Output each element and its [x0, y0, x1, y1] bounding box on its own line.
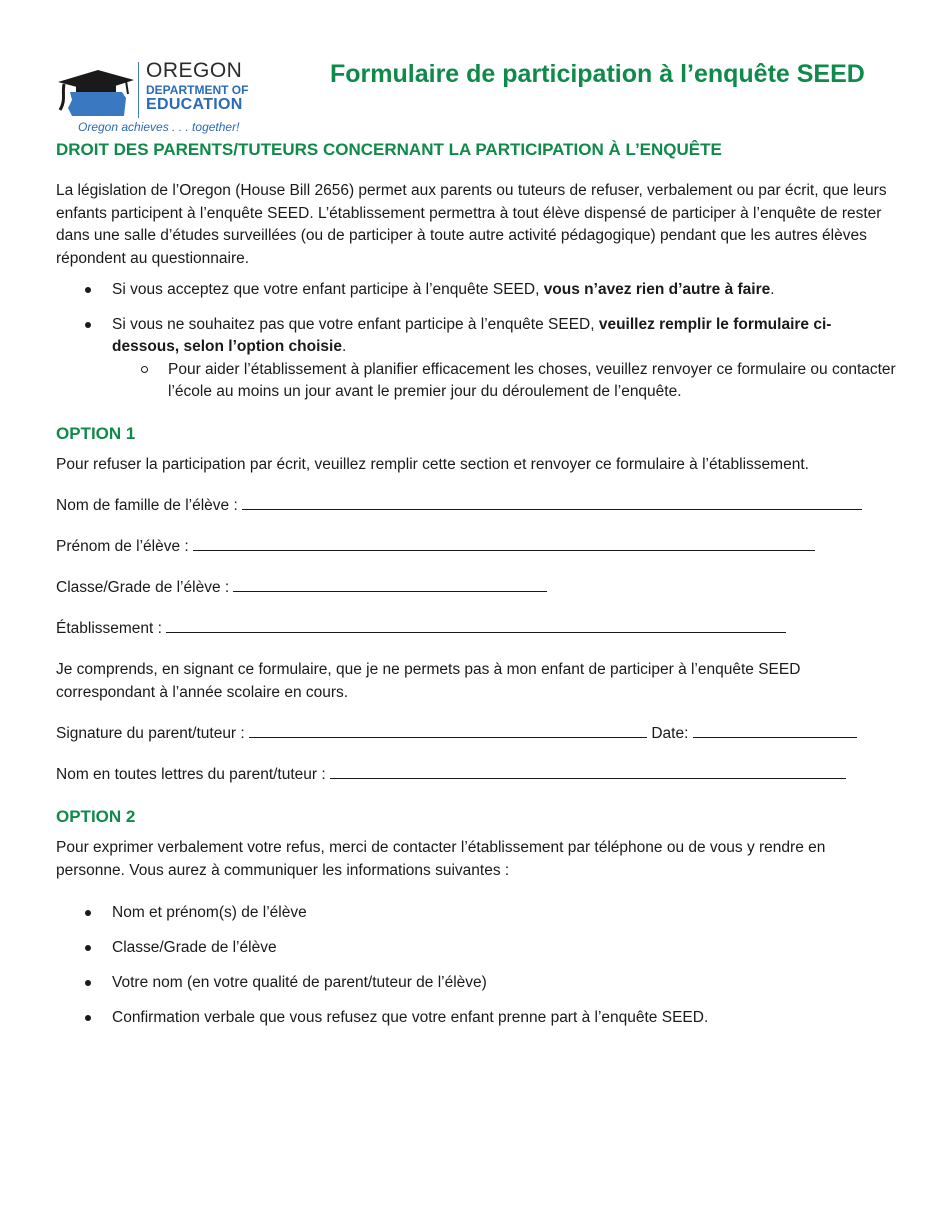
- first-name-input-line[interactable]: [193, 536, 815, 551]
- last-name-field[interactable]: [56, 495, 896, 517]
- school-input-line[interactable]: [166, 618, 786, 633]
- logo-oregon: OREGON: [146, 59, 243, 82]
- list-item: [56, 937, 896, 960]
- printed-name-label: Nom en toutes lettres du parent/tuteur :: [56, 766, 326, 783]
- list-item: [56, 279, 896, 302]
- logo-divider: [138, 62, 139, 118]
- signature-label: Signature du parent/tuteur :: [56, 725, 245, 742]
- bullet-icon: [85, 287, 91, 293]
- bullet-icon: [85, 1015, 91, 1021]
- rights-heading: DROIT DES PARENTS/TUTEURS CONCERNANT LA PARTICIPATION À L’ENQUÊTE: [56, 140, 722, 159]
- school-field[interactable]: [56, 618, 896, 640]
- hollow-bullet-icon: [141, 366, 148, 373]
- sub-bullets: [112, 359, 896, 404]
- list-item: [56, 972, 896, 995]
- option2-bullets: [56, 902, 896, 1030]
- signature-input-line[interactable]: [249, 723, 647, 738]
- last-name-input-line[interactable]: [242, 495, 862, 510]
- rights-intro: La législation de l’Oregon (House Bill 2656) permet aux parents ou tuteurs de refuser, verbalement ou par écrit, que leurs enfants participent à l’enquête SEED. L’établissement permettra à tout élève dispensé de participer à l’enquête de rester dans une salle d’études surveillées (ou de participer à toute autre activité pédagogique) pendant que les autres élèves répondent au questionnaire.: [56, 182, 887, 267]
- option2-intro: Pour exprimer verbalement votre refus, merci de contacter l’établissement par téléphone ou de vous y rendre en personne. Vous aurez à communiquer les informations suivantes :: [56, 839, 826, 879]
- bullet-bold: vous n’avez rien d’autre à faire: [543, 281, 771, 298]
- oregon-doe-logo: [56, 60, 256, 138]
- last-name-label: Nom de famille de l’élève :: [56, 497, 238, 514]
- list-item: [56, 902, 896, 925]
- bullet-text: Si vous acceptez que votre enfant participe à l’enquête SEED,: [112, 281, 544, 298]
- bullet-end: .: [341, 338, 347, 355]
- bullet-icon: [85, 980, 91, 986]
- option1-intro: Pour refuser la participation par écrit, veuillez remplir cette section et renvoyer ce formulaire à l’établissement.: [56, 455, 809, 473]
- list-item-text: Confirmation verbale que vous refusez que votre enfant prenne part à l’enquête SEED.: [112, 1009, 709, 1026]
- list-item-text: Classe/Grade de l’élève: [112, 939, 277, 956]
- list-item: [112, 359, 896, 404]
- option1-statement: Je comprends, en signant ce formulaire, que je ne permets pas à mon enfant de participer à l’enquête SEED correspondant à l’année scolaire en cours.: [56, 661, 801, 701]
- document-body: [56, 140, 896, 1030]
- option2-heading: OPTION 2: [56, 807, 136, 826]
- signature-field[interactable]: [56, 723, 896, 745]
- grade-input-line[interactable]: [233, 577, 547, 592]
- bullet-bold: veuillez remplir le formulaire ci-dessous, selon l’option choisie: [112, 315, 832, 355]
- logo-tagline: Oregon achieves . . . together!: [78, 120, 240, 134]
- bullet-icon: [85, 322, 91, 328]
- bullet-icon: [85, 910, 91, 916]
- page-title: Formulaire de participation à l’enquête SEED: [330, 60, 865, 88]
- logo-education: EDUCATION: [146, 96, 243, 113]
- first-name-label: Prénom de l’élève :: [56, 538, 189, 555]
- sub-bullet-text: Pour aider l’établissement à planifier efficacement les choses, veuillez renvoyer ce formulaire ou contacter l’école au moins un jour avant le premier jour du déroulement de l’enquête.: [168, 360, 896, 400]
- date-input-line[interactable]: [693, 723, 857, 738]
- bullet-icon: [85, 945, 91, 951]
- list-item: [56, 1007, 896, 1030]
- grade-label: Classe/Grade de l’élève :: [56, 579, 230, 596]
- first-name-field[interactable]: [56, 536, 896, 558]
- date-label: Date:: [651, 725, 689, 742]
- school-label: Établissement :: [56, 620, 162, 637]
- bullet-text: Si vous ne souhaitez pas que votre enfant participe à l’enquête SEED,: [112, 315, 599, 333]
- list-item-text: Nom et prénom(s) de l’élève: [112, 904, 307, 921]
- list-item: [56, 314, 896, 404]
- graduation-cap-state-icon: [56, 64, 136, 118]
- list-item-text: Votre nom (en votre qualité de parent/tuteur de l’élève): [112, 974, 487, 991]
- printed-name-field[interactable]: [56, 764, 896, 786]
- logo-department: DEPARTMENT OF: [146, 83, 249, 97]
- printed-name-input-line[interactable]: [330, 764, 846, 779]
- bullet-end: .: [770, 281, 775, 298]
- rights-bullets: [56, 279, 896, 404]
- grade-field[interactable]: [56, 577, 896, 599]
- option1-heading: OPTION 1: [56, 423, 136, 443]
